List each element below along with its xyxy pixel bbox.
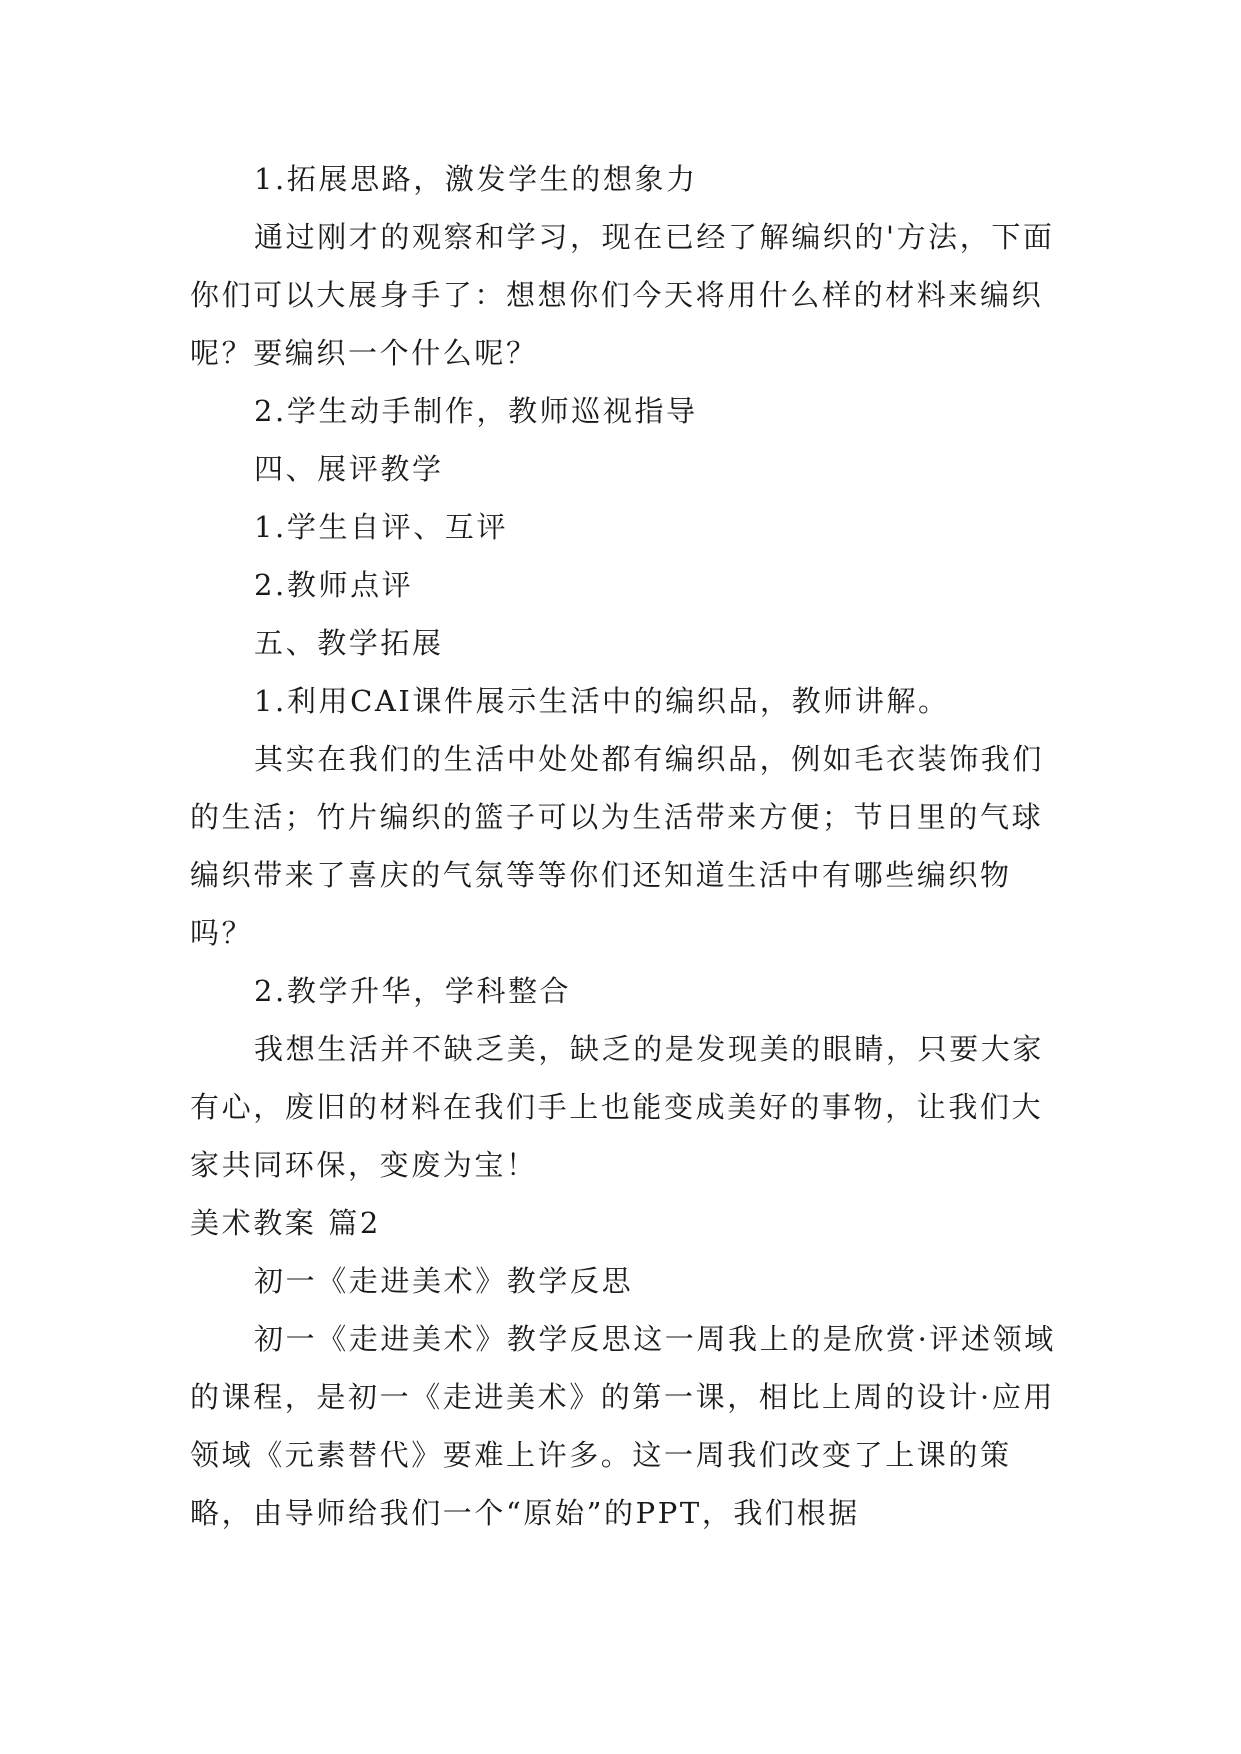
step-heading-cai-courseware: 1.利用CAI课件展示生活中的编织品，教师讲解。 bbox=[254, 684, 950, 718]
lesson-plan-title-2: 美术教案 篇2 bbox=[190, 1206, 381, 1240]
step-heading-teacher-comment: 2.教师点评 bbox=[254, 568, 414, 602]
step-heading-self-evaluation: 1.学生自评、互评 bbox=[254, 510, 509, 544]
reflection-title: 初一《走进美术》教学反思 bbox=[254, 1264, 634, 1298]
section-heading-evaluation: 四、展评教学 bbox=[254, 452, 444, 486]
paragraph-weaving-intro: 通过刚才的观察和学习，现在已经了解编织的'方法，下面你们可以大展身手了：想想你们今天将用什么样的材料来编织呢？要编织一个什么呢？ bbox=[190, 220, 1055, 370]
step-heading-sublimation: 2.教学升华，学科整合 bbox=[254, 974, 572, 1008]
paragraph-reflection-body: 初一《走进美术》教学反思这一周我上的是欣赏·评述领域的课程，是初一《走进美术》的第一课，相比上周的设计·应用领域《元素替代》要难上许多。这一周我们改变了上课的策略，由导师给我们一个“原始”的PPT，我们根据 bbox=[190, 1322, 1056, 1530]
section-heading-extension: 五、教学拓展 bbox=[254, 626, 444, 660]
step-heading-expand-ideas: 1.拓展思路，激发学生的想象力 bbox=[254, 162, 698, 196]
step-heading-student-making: 2.学生动手制作，教师巡视指导 bbox=[254, 394, 698, 428]
paragraph-beauty-conclusion: 我想生活并不缺乏美，缺乏的是发现美的眼睛，只要大家有心，废旧的材料在我们手上也能变成美好的事物，让我们大家共同环保，变废为宝！ bbox=[190, 1032, 1045, 1182]
paragraph-woven-items-life: 其实在我们的生活中处处都有编织品，例如毛衣装饰我们的生活；竹片编织的篮子可以为生活带来方便；节日里的气球编织带来了喜庆的气氛等等你们还知道生活中有哪些编织物吗？ bbox=[190, 742, 1045, 950]
document-body bbox=[190, 150, 1060, 1542]
